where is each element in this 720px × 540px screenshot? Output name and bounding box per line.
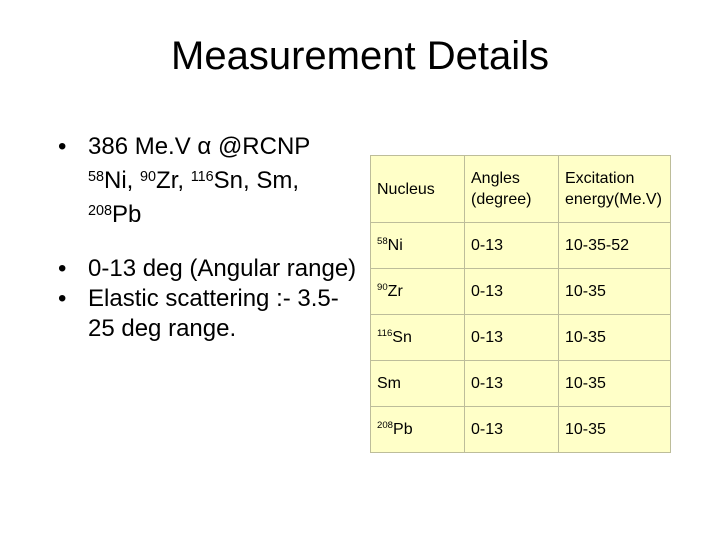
- table-row: [371, 407, 671, 453]
- pb-mass: 208: [88, 203, 113, 219]
- mass-number: 116: [377, 328, 393, 339]
- nucleus-symbol: Ni: [387, 237, 403, 254]
- measurement-table: [370, 155, 671, 453]
- bullet-beam: [58, 132, 358, 162]
- energy-cell: 10-35-52: [559, 223, 671, 269]
- bullet-angular-range-text: 0-13 deg (Angular range): [88, 255, 357, 282]
- bullet-dot: •: [58, 133, 67, 160]
- header-nucleus: Nucleus: [371, 156, 465, 223]
- table-row: [371, 223, 671, 269]
- energy-cell: 10-35: [559, 315, 671, 361]
- bullet-angular-range: [58, 254, 358, 284]
- pb-label: Pb: [112, 201, 142, 228]
- header-angles: Angles (degree): [465, 156, 559, 223]
- ni-mass: 58: [88, 169, 105, 185]
- energy-cell: 10-35: [559, 361, 671, 407]
- zr-mass: 90: [140, 169, 157, 185]
- ni-label: Ni,: [104, 167, 141, 194]
- angles-cell: 0-13: [465, 315, 559, 361]
- mass-number: 58: [377, 236, 388, 247]
- nucleus-cell: [371, 269, 465, 315]
- table-row: [371, 361, 671, 407]
- nucleus-symbol: Pb: [393, 421, 413, 438]
- mass-number: 208: [377, 420, 394, 431]
- energy-cell: 10-35: [559, 269, 671, 315]
- nucleus-symbol: Zr: [387, 283, 403, 300]
- nucleus-cell: [371, 407, 465, 453]
- nucleus-cell: [371, 361, 465, 407]
- bullet-beam-text: 386 Me.V α @RCNP: [88, 133, 311, 160]
- angles-cell: 0-13: [465, 223, 559, 269]
- nucleus-symbol: Sn: [392, 329, 412, 346]
- angles-cell: 0-13: [465, 407, 559, 453]
- nucleus-cell: [371, 223, 465, 269]
- table-header-row: [371, 156, 671, 223]
- bullet-dot: •: [58, 255, 67, 282]
- table-row: [371, 315, 671, 361]
- sn-label: Sn, Sm,: [213, 167, 300, 194]
- table-row: [371, 269, 671, 315]
- header-energy: Excitation energy(Me.V): [559, 156, 671, 223]
- slide-title: Measurement Details: [171, 34, 549, 78]
- energy-cell: 10-35: [559, 407, 671, 453]
- angles-cell: 0-13: [465, 361, 559, 407]
- bullet-targets: [58, 164, 358, 232]
- sn-mass: 116: [190, 169, 214, 185]
- bullet-elastic-text: Elastic scattering :- 3.5-25 deg range.: [88, 285, 339, 342]
- nucleus-symbol: Sm: [377, 375, 401, 392]
- bullet-list: [58, 132, 358, 344]
- zr-label: Zr,: [156, 167, 191, 194]
- bullet-elastic: [58, 284, 358, 344]
- nucleus-cell: [371, 315, 465, 361]
- bullet-dot: •: [58, 285, 67, 312]
- mass-number: 90: [377, 282, 388, 293]
- angles-cell: 0-13: [465, 269, 559, 315]
